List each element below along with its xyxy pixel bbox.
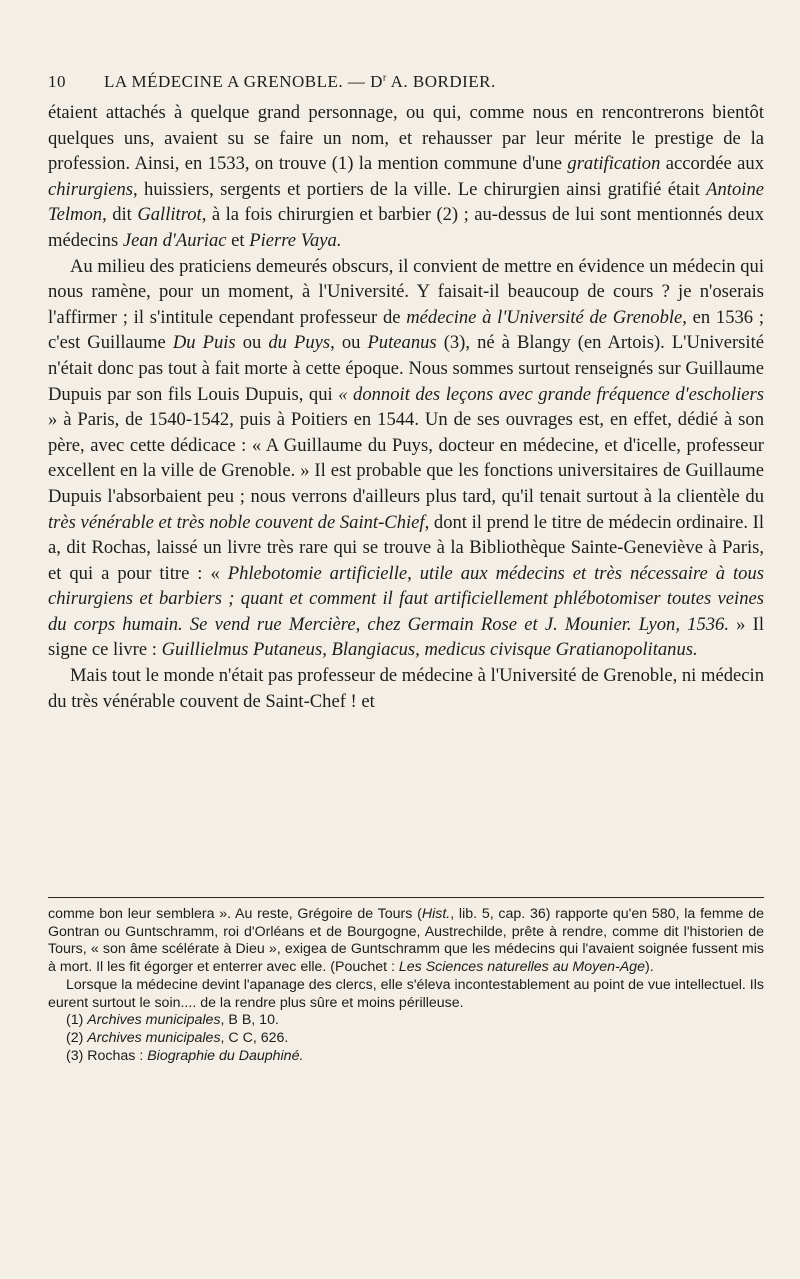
paragraph-3: Mais tout le monde n'était pas professeur de médecine à l'Université de Grenoble, ni médecin du très vénérable couvent de Saint-Chef ! et (48, 665, 764, 712)
footnotes (48, 906, 764, 1065)
main-text (48, 100, 764, 714)
paragraph-1: étaient attachés à quelque grand personnage, ou qui, comme nous en rencontrerons bientôt quelques uns, avaient su se faire un nom, et rehausser par leur mérite le prestige de la profession. Ainsi, en 1533, on trouve (1) la mention commune d'une gratification accordée aux chirurgiens, huissiers, sergents et portiers de la ville. Le chirurgien ainsi gratifié était Antoine Telmon, dit Gallitrot, à la fois chirurgien et barbier (2) ; au-dessus de lui sont mentionnés deux médecins Jean d'Auriac et Pierre Vaya. (48, 102, 764, 251)
footnote-continuation: comme bon leur semblera ». Au reste, Grégoire de Tours (Hist., lib. 5, cap. 36) rapporte qu'en 580, la femme de Gontran ou Guntschramm, roi d'Orléans et de Bourgogne, Austrechilde, prête à rendre, comme dit l'historien de Tours, « son âme scélérate à Dieu », exigea de Guntschramm que les médecins qui l'avaient soignée fussent mis à mort. Il les fit égorger et enterrer avec elle. (Pouchet : Les Sciences naturelles au Moyen-Age). (48, 906, 764, 976)
footnote-rule (48, 897, 764, 898)
paragraph-2: Au milieu des praticiens demeurés obscurs, il convient de mettre en évidence un médecin qui nous ramène, pour un moment, à l'Université. Y faisait-il beaucoup de cours ? je n'oserais l'affirmer ; il s'intitule cependant professeur de médecine à l'Université de Grenoble, en 1536 ; c'est Guillaume Du Puis ou du Puys, ou Puteanus (3), né à Blangy (en Artois). L'Université n'était donc pas tout à fait morte à cette époque. Nous sommes surtout renseignés sur Guillaume Dupuis par son fils Louis Dupuis, qui « donnoit des leçons avec grande fréquence d'escholiers » à Paris, de 1540-1542, puis à Poitiers en 1544. Un de ses ouvrages est, en effet, dédié à son père, avec cette dédicace : « A Guillaume du Puys, docteur en médecine, et d'icelle, professeur excellent en la ville de Grenoble. » Il est probable que les fonctions universitaires de Guillaume Dupuis l'absorbaient peu ; nous verrons d'ailleurs plus tard, qu'il tenait surtout à la clientèle du très vénérable et très noble couvent de Saint-Chief, dont il prend le titre de médecin ordinaire. Il a, dit Rochas, laissé un livre très rare qui se trouve à la Bibliothèque Sainte-Geneviève à Paris, et qui a pour titre : « Phlebotomie artificielle, utile aux médecins et très nécessaire à tous chirurgiens et barbiers ; quant et comment il faut artificiellement phlébotomiser toutes veines du corps humain. Se vend rue Mercière, chez Germain Rose et J. Mounier. Lyon, 1536. » Il signe ce livre : Guillielmus Putaneus, Blangiacus, medicus civisque Gratianopolitanus. (48, 255, 765, 661)
page-number: 10 (48, 72, 66, 91)
running-title: LA MÉDECINE A GRENOBLE. — $D^r$ A. BORDIER. (104, 72, 496, 91)
running-header (48, 72, 764, 94)
footnote-1: (1) Archives municipales, B B, 10. (66, 1012, 279, 1029)
footnote-paragraph: Lorsque la médecine devint l'apanage des clercs, elle s'éleva incontestablement au point de vue intellectuel. Ils eurent surtout le soin.... de la rendre plus sûre et moins périlleuse. (48, 976, 764, 1011)
footnote-2: (2) Archives municipales, C C, 626. (66, 1029, 289, 1046)
footnote-3: (3) Rochas : Biographie du Dauphiné. (66, 1047, 304, 1064)
